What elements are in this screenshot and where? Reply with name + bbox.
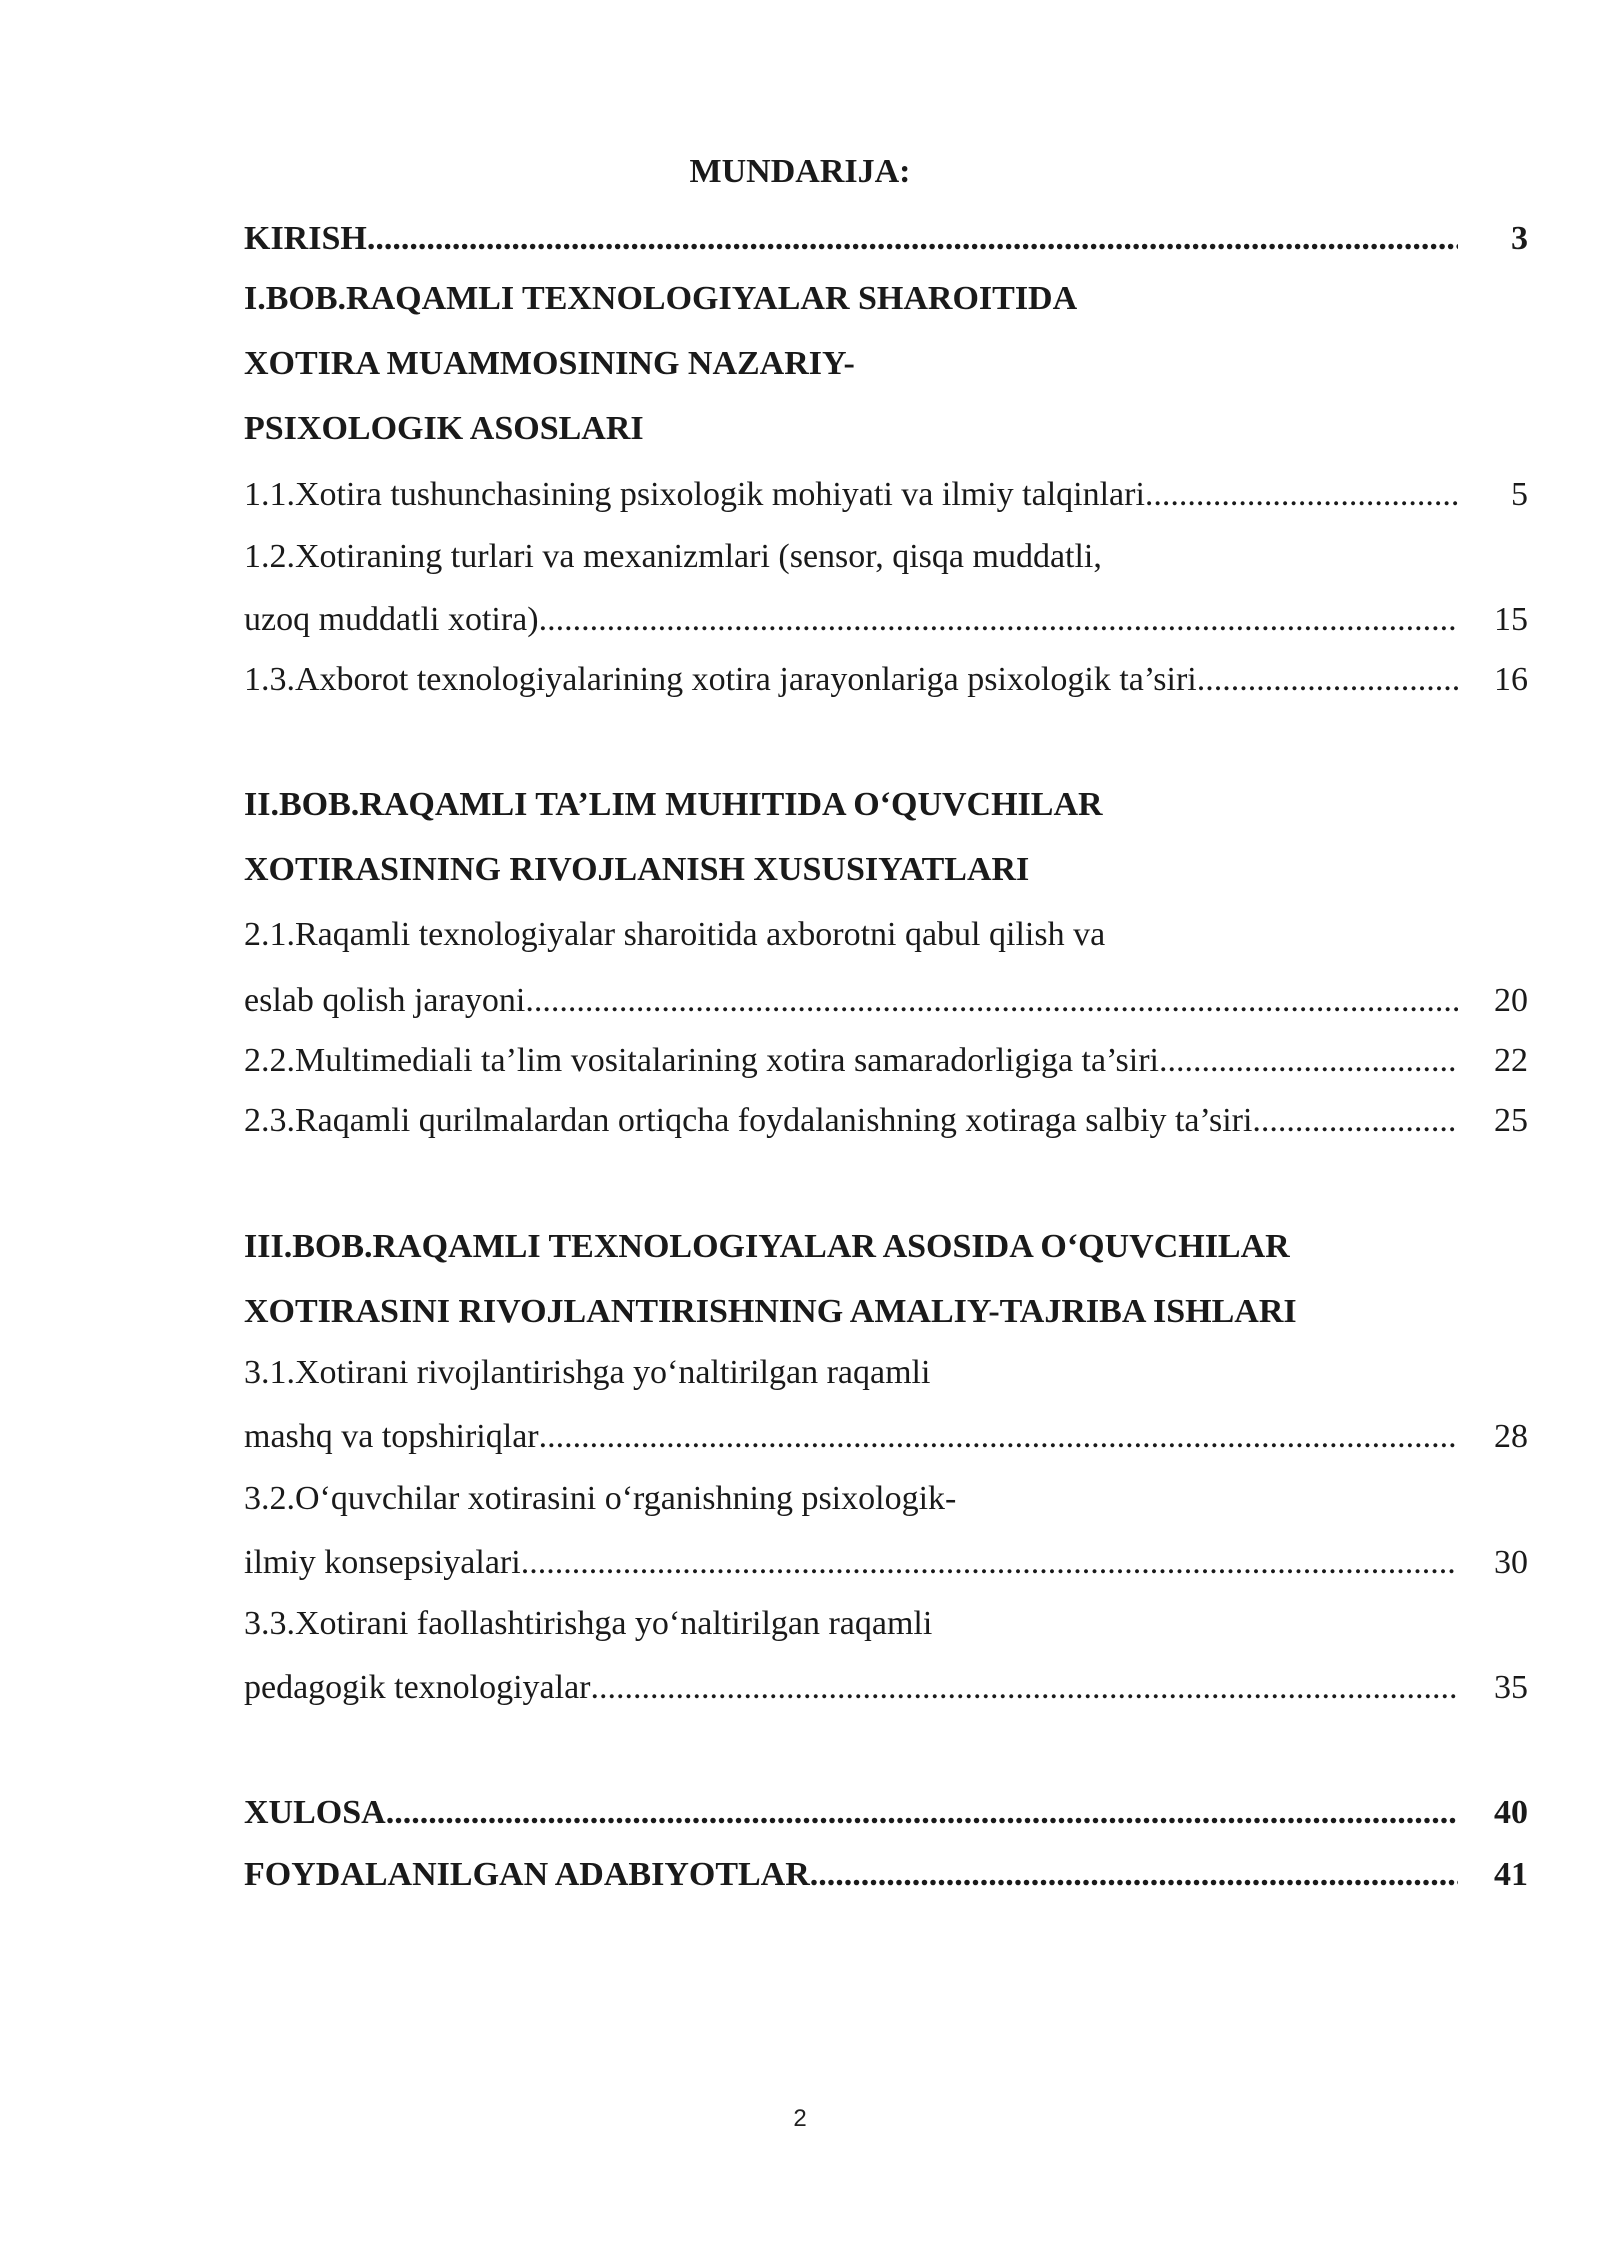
toc-page-number: 40	[1494, 1794, 1528, 1831]
toc-entry-text: 1.3.Axborot texnologiyalarining xotira jarayonlariga psixologik ta’siri	[244, 661, 1197, 698]
chapter-2-heading-line-1: II.BOB.RAQAMLI TA’LIM MUHITIDA O‘QUVCHILAR	[244, 786, 1103, 823]
toc-page-number: 35	[1494, 1669, 1528, 1706]
toc-entry-text: XULOSA	[244, 1794, 386, 1831]
toc-page-number: 3	[1511, 220, 1528, 257]
toc-entry-xulosa	[244, 1790, 1528, 1836]
toc-entry-2-1-line-1: 2.1.Raqamli texnologiyalar sharoitida axborotni qabul qilish va	[244, 916, 1106, 953]
toc-entry-text: 2.3.Raqamli qurilmalardan ortiqcha foydalanishning xotiraga salbiy ta’siri	[244, 1102, 1253, 1139]
dot-leader	[1252, 1098, 1458, 1144]
toc-entry-text: 1.1.Xotira tushunchasining psixologik mohiyati va ilmiy talqinlari	[244, 476, 1145, 513]
toc-entry-3-2-line-1: 3.2.O‘quvchilar xotirasini o‘rganishning psixologik-	[244, 1480, 957, 1517]
toc-entry-3-3	[244, 1665, 1528, 1711]
chapter-2-heading-line-2: XOTIRASINING RIVOJLANISH XUSUSIYATLARI	[244, 851, 1030, 888]
toc-entry-1-2	[244, 597, 1528, 643]
dot-leader	[539, 1414, 1458, 1460]
toc-entry-1-2-line-1: 1.2.Xotiraning turlari va mexanizmlari (sensor, qisqa muddatli,	[244, 538, 1102, 575]
chapter-1-heading-line-3: PSIXOLOGIK ASOSLARI	[244, 410, 644, 447]
toc-entry-text: KIRISH	[244, 220, 367, 257]
page-number: 2	[793, 2105, 807, 2132]
toc-page-number: 25	[1494, 1102, 1528, 1139]
toc-entry-2-2	[244, 1038, 1528, 1084]
toc-page-number: 5	[1511, 476, 1528, 513]
toc-entry-text: eslab qolish jarayoni	[244, 982, 526, 1019]
toc-entry-1-1	[244, 472, 1528, 518]
toc-title: MUNDARIJA:	[689, 153, 911, 190]
dot-leader	[1197, 657, 1458, 703]
toc-page-number: 15	[1494, 601, 1528, 638]
toc-entry-1-3	[244, 657, 1528, 703]
toc-page-number: 30	[1494, 1544, 1528, 1581]
toc-entry-kirish	[244, 216, 1528, 262]
toc-entry-text: FOYDALANILGAN ADABIYOTLAR	[244, 1856, 810, 1893]
chapter-1-heading-line-2: XOTIRA MUAMMOSINING NAZARIY-	[244, 345, 855, 382]
toc-entry-3-1-line-1: 3.1.Xotirani rivojlantirishga yo‘naltirilgan raqamli	[244, 1354, 931, 1391]
chapter-1-heading-line-1: I.BOB.RAQAMLI TEXNOLOGIYALAR SHAROITIDA	[244, 280, 1078, 317]
toc-page-number: 22	[1494, 1042, 1528, 1079]
toc-page-number: 41	[1494, 1856, 1528, 1893]
toc-entry-text: pedagogik texnologiyalar	[244, 1669, 591, 1706]
toc-entry-text: 2.2.Multimediali ta’lim vositalarining xotira samaradorligiga ta’siri	[244, 1042, 1159, 1079]
toc-page-number: 16	[1494, 661, 1528, 698]
dot-leader	[591, 1665, 1458, 1711]
toc-entry-text: uzoq muddatli xotira)	[244, 601, 539, 638]
toc-entry-2-3	[244, 1098, 1528, 1144]
chapter-3-heading-line-1: III.BOB.RAQAMLI TEXNOLOGIYALAR ASOSIDA O‘QUVCHILAR	[244, 1228, 1290, 1265]
toc-entry-3-1	[244, 1414, 1528, 1460]
dot-leader	[1159, 1038, 1458, 1084]
dot-leader	[386, 1790, 1458, 1836]
toc-entry-3-2	[244, 1540, 1528, 1586]
toc-entry-3-3-line-1: 3.3.Xotirani faollashtirishga yo‘naltirilgan raqamli	[244, 1605, 933, 1642]
dot-leader	[1145, 472, 1458, 518]
chapter-3-heading-line-2: XOTIRASINI RIVOJLANTIRISHNING AMALIY-TAJRIBA ISHLARI	[244, 1293, 1297, 1330]
dot-leader	[810, 1852, 1458, 1898]
toc-entry-2-1	[244, 978, 1528, 1024]
toc-entry-adabiyotlar	[244, 1852, 1528, 1898]
dot-leader	[539, 597, 1458, 643]
toc-entry-text: ilmiy konsepsiyalari	[244, 1544, 521, 1581]
toc-page-number: 20	[1494, 982, 1528, 1019]
toc-page-number: 28	[1494, 1418, 1528, 1455]
dot-leader	[525, 978, 1458, 1024]
dot-leader	[521, 1540, 1458, 1586]
toc-entry-text: mashq va topshiriqlar	[244, 1418, 539, 1455]
dot-leader	[367, 216, 1458, 262]
